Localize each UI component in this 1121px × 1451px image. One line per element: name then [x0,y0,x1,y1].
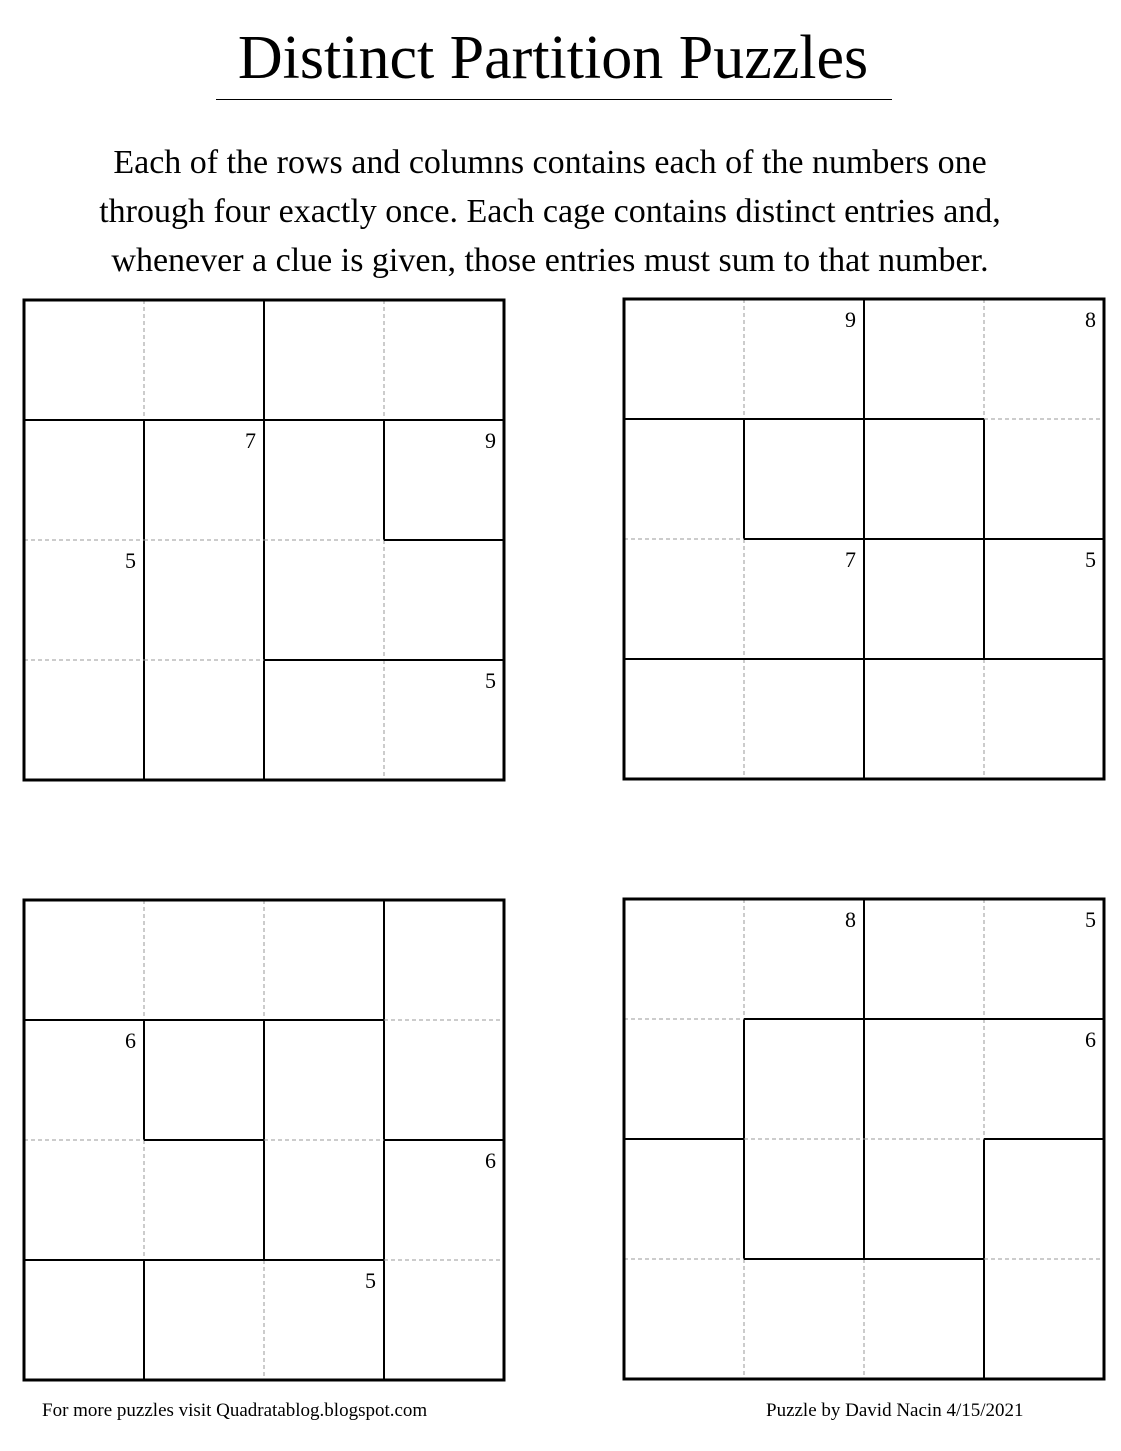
cage-clue: 6 [125,1028,136,1053]
grid-cell[interactable] [384,540,504,660]
instructions-line-3: whenever a clue is given, those entries must sum to that number. [111,242,989,279]
cage-clue: 6 [1085,1027,1096,1052]
puzzle-grid-bottom-left[interactable] [24,900,504,1380]
grid-cell[interactable] [984,1259,1104,1379]
instructions-line-2: through four exactly once. Each cage contains distinct entries and, [99,193,1001,230]
grid-cell[interactable] [984,419,1104,539]
cage-clue: 8 [1085,307,1096,332]
grid-cell[interactable] [384,1260,504,1380]
grid-cell[interactable] [624,299,744,419]
grid-cell[interactable] [264,660,384,780]
grid-cell[interactable] [144,900,264,1020]
grid-cell[interactable] [144,1020,264,1140]
grid-cell[interactable] [864,1139,984,1259]
grid-cell[interactable] [624,539,744,659]
grid-cell[interactable] [624,1139,744,1259]
grid-cell[interactable] [144,1260,264,1380]
grid-cell[interactable] [624,899,744,1019]
grid-cell[interactable] [624,659,744,779]
puzzle-grid-bottom-right[interactable] [624,899,1104,1379]
cage-clue: 9 [845,307,856,332]
grid-cell[interactable] [144,660,264,780]
grid-cell[interactable] [864,899,984,1019]
grid-cell[interactable] [744,1139,864,1259]
grid-cell[interactable] [144,540,264,660]
cage-clue: 7 [245,428,256,453]
cage-clue: 5 [485,668,496,693]
grid-cell[interactable] [24,660,144,780]
instructions [0,138,1100,285]
cage-clue: 6 [485,1148,496,1173]
cage-clue: 8 [845,907,856,932]
grid-cell[interactable] [864,419,984,539]
grid-cell[interactable] [864,1259,984,1379]
footer-credit: Puzzle by David Nacin 4/15/2021 [766,1400,1024,1421]
grid-cell[interactable] [264,900,384,1020]
grid-cell[interactable] [264,1140,384,1260]
grid-cell[interactable] [624,419,744,539]
page-title: Distinct Partition Puzzles [237,24,869,92]
grid-cell[interactable] [264,540,384,660]
grid-cell[interactable] [744,1019,864,1139]
grid-cell[interactable] [24,300,144,420]
grid-cell[interactable] [264,300,384,420]
grid-cell[interactable] [864,539,984,659]
grid-cell[interactable] [624,1019,744,1139]
grid-cell[interactable] [384,900,504,1020]
cage-clue: 9 [485,428,496,453]
grid-cell[interactable] [384,300,504,420]
cage-clue: 5 [1085,907,1096,932]
cage-clue: 5 [365,1268,376,1293]
grid-cell[interactable] [864,1019,984,1139]
grid-cell[interactable] [24,1260,144,1380]
grid-cell[interactable] [24,1140,144,1260]
cage-clue: 5 [125,548,136,573]
cage-clue: 7 [845,547,856,572]
cage-clue: 5 [1085,547,1096,572]
grid-cell[interactable] [384,1020,504,1140]
puzzle-grid-svg [624,899,1104,1379]
grid-cell[interactable] [744,659,864,779]
title-underline [216,99,892,100]
puzzle-grid-svg [624,299,1104,779]
puzzle-grid-top-left[interactable] [24,300,504,780]
grid-cell[interactable] [984,1139,1104,1259]
grid-cell[interactable] [24,420,144,540]
footer-website: For more puzzles visit Quadratablog.blogspot.com [42,1400,428,1421]
grid-cell[interactable] [264,1020,384,1140]
grid-cell[interactable] [744,1259,864,1379]
grid-cell[interactable] [984,659,1104,779]
puzzle-grid-svg [24,900,504,1380]
grid-cell[interactable] [144,1140,264,1260]
grid-cell[interactable] [24,900,144,1020]
grid-cell[interactable] [264,420,384,540]
puzzle-grid-top-right[interactable] [624,299,1104,779]
puzzle-grid-svg [24,300,504,780]
grid-cell[interactable] [624,1259,744,1379]
grid-cell[interactable] [744,419,864,539]
grid-cell[interactable] [144,300,264,420]
instructions-line-1: Each of the rows and columns contains each of the numbers one [113,144,987,181]
grid-cell[interactable] [864,659,984,779]
grid-cell[interactable] [864,299,984,419]
